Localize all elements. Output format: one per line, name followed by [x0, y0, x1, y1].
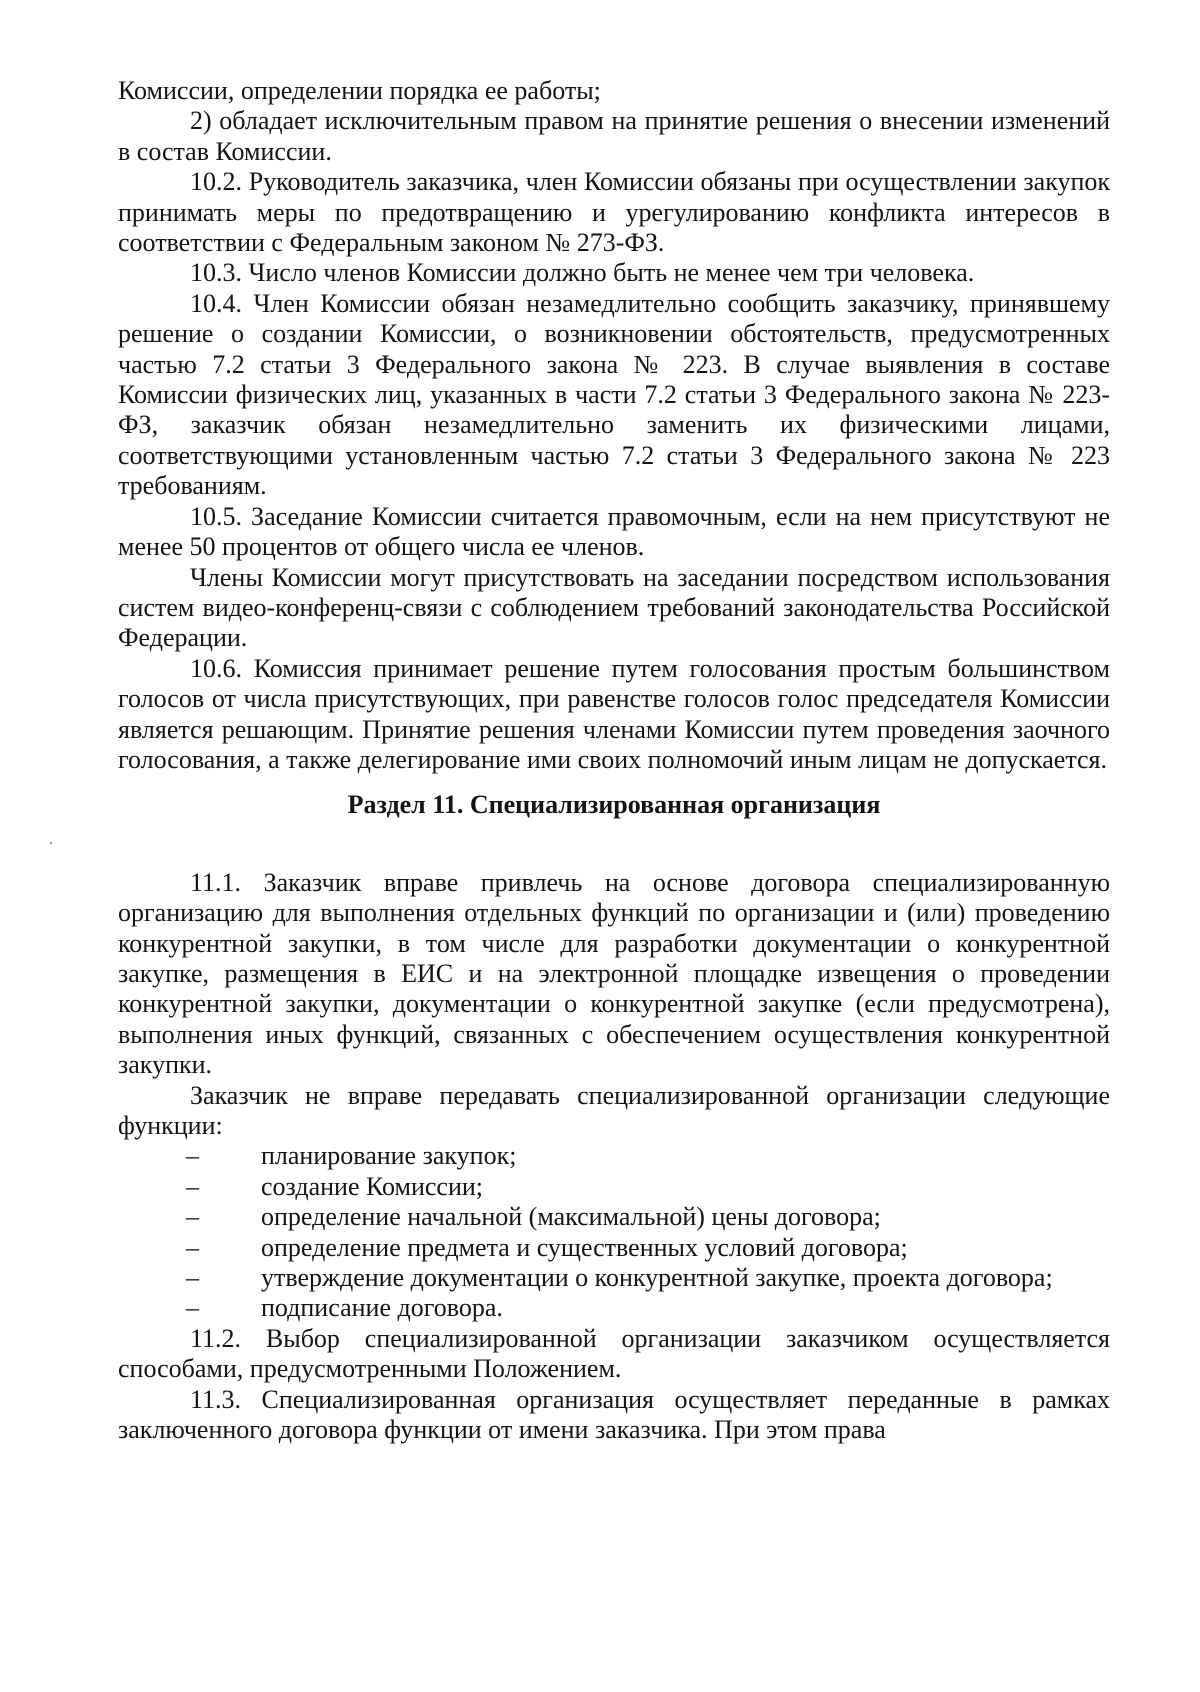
paragraph-10-5-members: Члены Комиссии могут присутствовать на заседании посредством использования систем видео-конференц-связи с соблюдением требований законодательства Российской Федерации. — [118, 562, 1110, 653]
paragraph-11-1-functions: Заказчик не вправе передавать специализированной организации следующие функции: — [118, 1080, 1110, 1140]
paragraph-10-4: 10.4. Член Комиссии обязан незамедлительно сообщить заказчику, принявшему решение о создании Комиссии, о возникновении обстоятельств, предусмотренных частью 7.2 статьи 3 Федерального закона № 223. В случае выявления в составе Комиссии физических лиц, указанных в части 7.2 статьи 3 Федерального закона № 223-ФЗ, заказчик обязан незамедлительно заменить их физическими лицами, соответствующими установленным частью 7.2 статьи 3 Федерального закона № 223 требованиям. — [118, 288, 1110, 501]
list-item — [118, 1141, 1110, 1171]
paragraph-11-2: 11.2. Выбор специализированной организации заказчиком осуществляется способами, предусмотренными Положением. — [118, 1323, 1110, 1384]
paragraph-continuation: Комиссии, определении порядка ее работы; — [118, 76, 601, 105]
list-item-text: планирование закупок; — [261, 1141, 517, 1171]
list-item — [118, 1263, 1110, 1293]
list-item-text: определение предмета и существенных условий договора; — [261, 1232, 908, 1262]
scan-speck — [50, 842, 52, 844]
dash-marker: – — [186, 1232, 199, 1262]
dash-marker: – — [186, 1141, 199, 1171]
dash-marker: – — [186, 1293, 199, 1323]
dash-marker: – — [186, 1263, 199, 1293]
paragraph-10-6: 10.6. Комиссия принимает решение путем голосования простым большинством голосов от числа присутствующих, при равенстве голосов голос председателя Комиссии является решающим. Принятие решения членами Комиссии путем проведения заочного голосования, а также делегирование ими своих полномочий иным лицам не допускается. — [118, 653, 1110, 774]
paragraph-item-2: 2) обладает исключительным правом на принятие решения о внесении изменений в состав Комиссии. — [118, 106, 1110, 166]
paragraph-11-3: 11.3. Специализированная организация осуществляет переданные в рамках заключенного договора функции от имени заказчика. При этом права — [118, 1384, 1110, 1445]
list-item-text: подписание договора. — [261, 1293, 503, 1323]
list-item — [118, 1293, 1110, 1323]
list-item-text: определение начальной (максимальной) цены договора; — [261, 1202, 881, 1232]
dash-marker: – — [186, 1202, 199, 1232]
paragraph-11-1: 11.1. Заказчик вправе привлечь на основе договора специализированную организацию для выполнения отдельных функций по организации и (или) проведению конкурентной закупки, в том числе для разработки документации о конкурентной закупке, размещения в ЕИС и на электронной площадке извещения о проведении конкурентной закупки, документации о конкурентной закупке (если предусмотрена), выполнения иных функций, связанных с обеспечением осуществления конкурентной закупки. — [118, 867, 1110, 1080]
list-item — [118, 1202, 1110, 1232]
document-page — [118, 76, 1110, 1445]
list-item — [118, 1233, 1110, 1263]
list-item-text: создание Комиссии; — [261, 1171, 484, 1201]
list-item — [118, 1172, 1110, 1202]
dash-marker: – — [186, 1171, 199, 1201]
paragraph-10-3: 10.3. Число членов Комиссии должно быть не менее чем три человека. — [190, 258, 975, 288]
paragraph-10-2: 10.2. Руководитель заказчика, член Комиссии обязаны при осуществлении закупок принимать меры по предотвращению и урегулированию конфликта интересов в соответствии с Федеральным законом № 273-ФЗ. — [118, 167, 1110, 258]
list-item-text: утверждение документации о конкурентной закупке, проекта договора; — [261, 1263, 1053, 1293]
section-heading: Раздел 11. Специализированная организация — [347, 790, 881, 820]
paragraph-10-5: 10.5. Заседание Комиссии считается правомочным, если на нем присутствуют не менее 50 процентов от общего числа ее членов. — [118, 501, 1110, 562]
